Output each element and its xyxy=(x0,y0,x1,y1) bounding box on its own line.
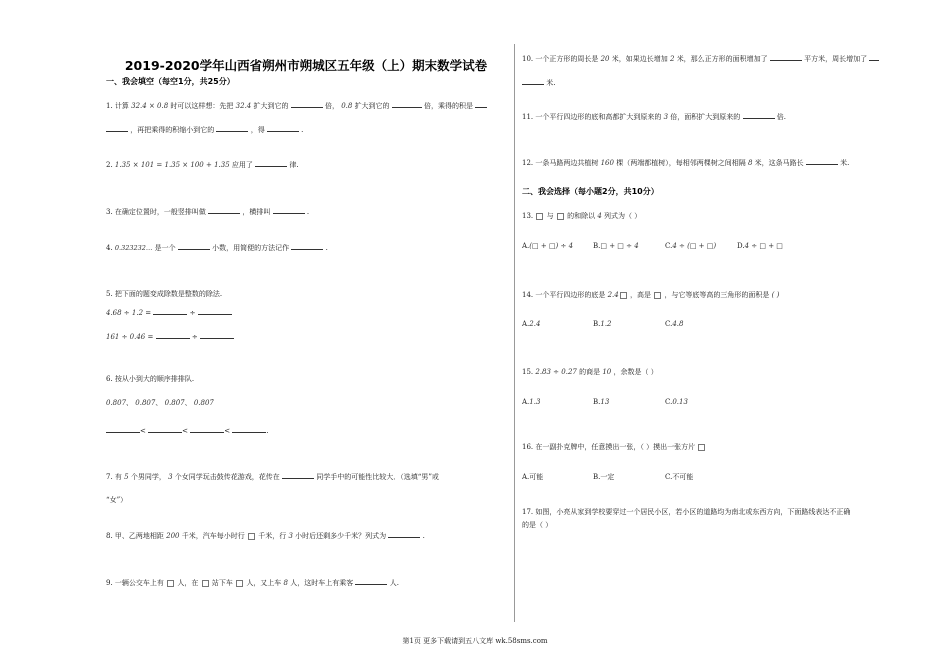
q15-option-c-math: 0.13 xyxy=(672,398,688,406)
q1-blank-4[interactable] xyxy=(216,123,248,132)
q14-option-a[interactable] xyxy=(522,320,540,328)
q8-math-number: 200 xyxy=(166,532,180,540)
question-7-line-2: “女”） xyxy=(106,496,128,504)
question-10-line-1 xyxy=(522,52,879,65)
question-6: 6. 按从小到大的顺序排排队. xyxy=(106,375,195,383)
q16-option-b[interactable]: B.一定 xyxy=(593,473,615,481)
q15-option-b[interactable] xyxy=(593,398,609,406)
q3-blank-2[interactable] xyxy=(273,205,305,214)
q11-blank[interactable] xyxy=(743,110,775,119)
q4-text: 小数，用简便的方法记作 xyxy=(212,244,290,252)
q9-text: 人，在 xyxy=(177,579,199,587)
question-1-line-1 xyxy=(106,99,487,112)
q16-text: 16. 在一副扑克牌中，任意摸出一张，（ ）摸出一张方片 xyxy=(522,443,696,451)
placeholder-box-icon xyxy=(248,533,255,540)
q11-text: 倍，面积扩大到原来的 xyxy=(670,113,741,121)
q7-math-number: 5 xyxy=(124,473,129,481)
q6-number-4: 0.807̇ xyxy=(193,399,214,407)
q13-option-b-label: B. xyxy=(593,242,601,250)
q15-math-expr: 2.83 ÷ 0.27 xyxy=(535,368,577,376)
question-3 xyxy=(106,205,309,218)
question-14 xyxy=(522,289,779,301)
q15-option-b-label: B. xyxy=(593,398,601,406)
q12-text: 米，这条马路长 xyxy=(754,159,804,167)
q6-blank-4[interactable] xyxy=(232,424,266,433)
question-4 xyxy=(106,241,328,254)
q1-text: 倍，乘得的积是 xyxy=(424,102,474,110)
q8-text: 千米，行 xyxy=(258,532,287,540)
q11-math-number: 3 xyxy=(663,113,669,121)
question-1-line-2 xyxy=(106,123,303,136)
q12-text: 12. 一条马路两边共植树 xyxy=(522,159,599,167)
q7-text: 个男同学， xyxy=(130,473,166,481)
q10-math-number: 2 xyxy=(669,55,675,63)
question-7-line-1 xyxy=(106,470,439,483)
q5-math-expr-2: 161 ÷ 0.46 xyxy=(106,333,146,341)
placeholder-box-icon xyxy=(557,213,564,220)
q6-number-2: 0.807̇ xyxy=(135,399,156,407)
q1-blank-3[interactable] xyxy=(475,99,487,108)
question-6-answer-row: < < < . xyxy=(106,424,269,437)
question-10-line-2 xyxy=(522,76,555,89)
q8-text: 小时后还剩多少千米？列式为 xyxy=(295,532,387,540)
question-11 xyxy=(522,110,786,123)
placeholder-box-icon xyxy=(202,580,209,587)
q8-text: 千米，汽车每小时行 xyxy=(181,532,245,540)
q9-math-number: 8 xyxy=(283,579,289,587)
q9-text: 9. 一辆公交车上有 xyxy=(106,579,164,587)
q8-blank[interactable] xyxy=(388,529,420,538)
q9-text: 人，这时车上有乘客 xyxy=(290,579,354,587)
q13-option-d-label: D. xyxy=(737,242,745,250)
q4-number: 4. xyxy=(106,244,113,252)
q13-option-c-label: C. xyxy=(665,242,673,250)
q13-option-b-math: □ + □ ÷ 4 xyxy=(600,242,639,250)
q3-text: . xyxy=(306,208,310,216)
q15-text: 的商是 xyxy=(579,368,601,376)
q13-math-number: 4 xyxy=(597,212,602,220)
q7-blank[interactable] xyxy=(282,470,314,479)
q1-blank-3b[interactable] xyxy=(106,123,128,132)
q14-option-c-math: 4.8 xyxy=(672,320,684,328)
q15-option-c[interactable] xyxy=(665,398,688,406)
q9-text: 人，又上车 xyxy=(246,579,282,587)
q15-option-a-label: A. xyxy=(522,398,530,406)
q8-math-number: 3 xyxy=(288,532,293,540)
q7-text: 同学手中的可能性比较大．（选填“男”或 xyxy=(316,473,439,481)
q13-text: 列式为（ ） xyxy=(604,212,642,220)
question-5-row-2: 161 ÷ 0.46 = ÷ xyxy=(106,330,234,343)
q14-option-c[interactable] xyxy=(665,320,683,328)
q8-text: 8. 甲、乙两地相距 xyxy=(106,532,164,540)
q1-blank-5[interactable] xyxy=(267,123,299,132)
q2-math-expr: 1.35 × 101 = 1.35 × 100 + 1.35 xyxy=(114,161,230,169)
q13-option-c[interactable] xyxy=(665,242,716,250)
q5-math-expr-1: 4.68 ÷ 1.2 xyxy=(106,309,144,317)
q3-text: ，横排叫 xyxy=(242,208,271,216)
q15-option-c-label: C. xyxy=(665,398,673,406)
q7-text: 个女同学玩击鼓传花游戏，花传在 xyxy=(174,473,280,481)
q2-text: 应用了 xyxy=(231,161,253,169)
question-15 xyxy=(522,366,658,378)
q10-text: 米，那么正方形的面积增加了 xyxy=(676,55,768,63)
q1-text: ，再把乘得的积缩小到它的 xyxy=(130,126,215,134)
q4-blank-2[interactable] xyxy=(291,241,323,250)
q16-option-a[interactable]: A.可能 xyxy=(522,473,544,481)
placeholder-box-icon xyxy=(236,580,243,587)
q10-text: 米. xyxy=(546,79,556,87)
q12-blank[interactable] xyxy=(806,156,838,165)
placeholder-box-icon xyxy=(698,444,705,451)
q11-text: 倍. xyxy=(776,113,786,121)
q14-option-b-label: B. xyxy=(593,320,601,328)
q2-blank[interactable] xyxy=(255,158,287,167)
q10-blank-2b[interactable] xyxy=(522,76,544,85)
q13-option-a-math: (□ + □) ÷ 4 xyxy=(529,242,574,250)
q2-text: 律. xyxy=(289,161,299,169)
placeholder-box-icon xyxy=(654,292,661,299)
q14-option-c-label: C. xyxy=(665,320,673,328)
q13-option-d[interactable] xyxy=(737,242,783,250)
q9-blank[interactable] xyxy=(355,576,387,585)
q15-math-number: 10 xyxy=(602,368,612,376)
section-2-heading: 二、我会选择（每小题2分，共10分） xyxy=(522,187,659,196)
q4-text: 是一个 xyxy=(154,244,176,252)
q1-math-number: 32.4 xyxy=(235,102,252,110)
q1-text: 扩大到它的 xyxy=(354,102,390,110)
q9-text: 站下车 xyxy=(211,579,233,587)
q12-text: 棵（两端都植树），每相邻两棵树之间相隔 xyxy=(616,159,746,167)
q14-option-b[interactable] xyxy=(593,320,612,328)
q1-text: 时可以这样想：先把 xyxy=(170,102,234,110)
q10-blank-2[interactable] xyxy=(869,52,879,61)
question-12 xyxy=(522,156,849,169)
q15-option-b-math: 13 xyxy=(600,398,610,406)
q6-blank-1[interactable] xyxy=(106,424,140,433)
q3-text: 3. 在确定位置时，一般竖排叫做 xyxy=(106,208,206,216)
q15-number: 15. xyxy=(522,368,534,376)
q13-option-a[interactable] xyxy=(522,242,573,250)
q13-text: 的和除以 xyxy=(567,212,596,220)
question-13 xyxy=(522,210,641,222)
q12-text: 米. xyxy=(840,159,850,167)
placeholder-box-icon xyxy=(536,213,543,220)
q4-math-number: 0.323232… xyxy=(114,244,153,252)
q1-text: 1. 计算 xyxy=(106,102,129,110)
question-6-numbers: 0.807、 0.807̇、 0.80̇7̇、 0.807̇ xyxy=(106,399,214,407)
q1-blank-1[interactable] xyxy=(291,99,323,108)
page-footer: 第1页 更多下载请到五八文库 wk.58sms.com xyxy=(402,637,548,645)
q7-text: 7. 有 xyxy=(106,473,122,481)
question-16 xyxy=(522,441,706,453)
q10-text: 平方米，周长增加了 xyxy=(804,55,868,63)
q5-blank-4[interactable] xyxy=(200,330,234,339)
q12-math-number: 160 xyxy=(600,159,614,167)
q15-text: ，余数是（ ） xyxy=(613,368,658,376)
q10-blank-1[interactable] xyxy=(770,52,802,61)
question-8 xyxy=(106,529,425,542)
q10-math-number: 20 xyxy=(600,55,610,63)
q10-text: 10. 一个正方形的周长是 xyxy=(522,55,599,63)
q14-math-parens: ( ) xyxy=(771,291,780,299)
q4-text: . xyxy=(325,244,328,252)
q1-blank-2[interactable] xyxy=(392,99,422,108)
q1-math-expr: 32.4 × 0.8 xyxy=(131,102,169,110)
q3-blank-1[interactable] xyxy=(208,205,240,214)
q1-text: . xyxy=(301,126,304,134)
question-5-row-1: 4.68 ÷ 1.2 = ÷ xyxy=(106,306,232,319)
q5-blank-1[interactable] xyxy=(153,306,187,315)
page-title: 2019-2020学年山西省朔州市朔城区五年级（上）期末数学试卷 xyxy=(124,58,488,73)
question-2 xyxy=(106,158,299,171)
q8-text: . xyxy=(422,532,425,540)
q12-math-number: 8 xyxy=(747,159,753,167)
q13-text: 与 xyxy=(546,212,554,220)
q10-text: 米，如果边长增加 xyxy=(611,55,668,63)
placeholder-box-icon xyxy=(620,292,627,299)
q15-option-a-math: 1.3 xyxy=(529,398,541,406)
q6-blank-2[interactable] xyxy=(148,424,182,433)
q6-blank-3[interactable] xyxy=(190,424,224,433)
q6-number-1: 0.807 xyxy=(106,399,127,407)
question-17-line-1: 17. 如图，小亮从家到学校要穿过一个居民小区，若小区的道路均为南北或东西方向，下面路线表达不正确 xyxy=(522,508,851,516)
placeholder-box-icon xyxy=(167,580,174,587)
q1-text: 扩大到它的 xyxy=(253,102,289,110)
q1-math-number: 0.8 xyxy=(341,102,353,110)
question-5: 5. 把下面的题变成除数是整数的除法. xyxy=(106,290,223,298)
q14-option-a-math: 2.4 xyxy=(529,320,541,328)
q16-option-c[interactable]: C.不可能 xyxy=(665,473,694,481)
q5-blank-3[interactable] xyxy=(156,330,190,339)
q13-option-c-math: 4 ÷ (□ + □) xyxy=(672,242,717,250)
q13-option-b[interactable] xyxy=(593,242,639,250)
q9-text: 人. xyxy=(389,579,399,587)
q5-blank-2[interactable] xyxy=(198,306,232,315)
q14-math-number: 2.4 xyxy=(607,291,619,299)
section-1-heading: 一、我会填空（每空1分，共25分） xyxy=(106,77,235,86)
q6-number-3: 0.80̇7̇ xyxy=(164,399,185,407)
q14-text: 14. 一个平行四边形的底是 xyxy=(522,291,606,299)
q1-text: ，得 xyxy=(250,126,265,134)
q7-math-number: 3 xyxy=(168,473,173,481)
q15-option-a[interactable] xyxy=(522,398,540,406)
q13-option-a-label: A. xyxy=(522,242,530,250)
q1-text: 倍， xyxy=(324,102,339,110)
question-17-line-2: 的是（ ） xyxy=(522,521,553,529)
q13-option-d-math: 4 ÷ □ + □ xyxy=(744,242,783,250)
q4-blank-1[interactable] xyxy=(178,241,210,250)
column-divider xyxy=(514,44,515,622)
q14-option-b-math: 1.2 xyxy=(600,320,612,328)
q14-text: ，高是 xyxy=(629,291,651,299)
q14-option-a-label: A. xyxy=(522,320,530,328)
q2-number: 2. xyxy=(106,161,113,169)
q14-text: ，与它等底等高的三角形的面积是 xyxy=(664,291,770,299)
question-9 xyxy=(106,576,399,589)
q11-text: 11. 一个平行四边形的底和高都扩大到原来的 xyxy=(522,113,662,121)
q13-number: 13. xyxy=(522,212,534,220)
